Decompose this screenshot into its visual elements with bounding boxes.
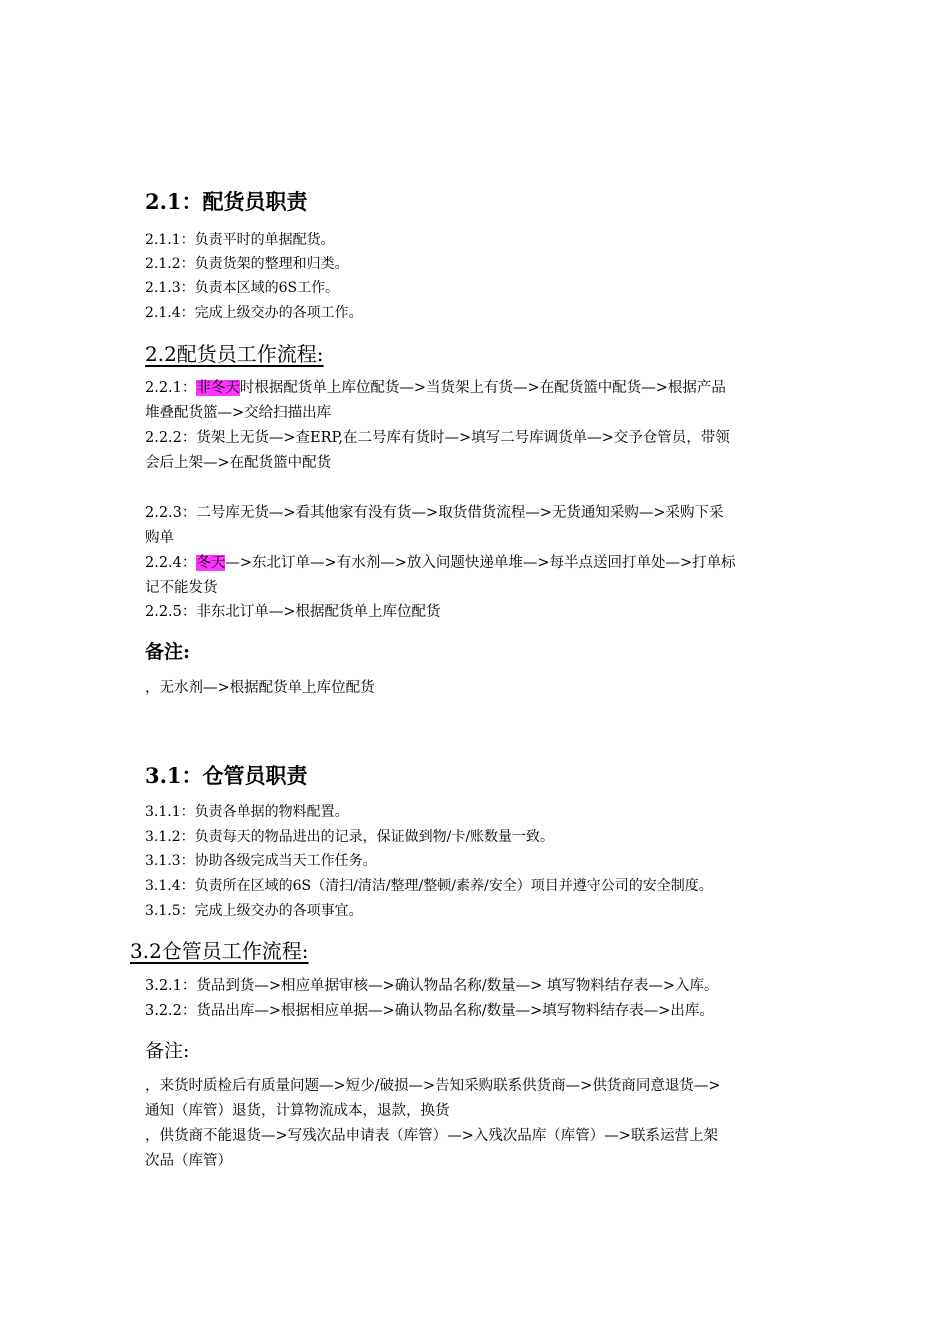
note-3-line4: 次品（库管） bbox=[145, 1153, 232, 1169]
flow-2-2-1-line1 bbox=[145, 376, 726, 397]
flow-2-2-4-prefix: 2.2.4： bbox=[145, 555, 197, 571]
note-title-section-3: 备注: bbox=[145, 1040, 190, 1062]
duty-3-1-5: 3.1.5：完成上级交办的各项事宜。 bbox=[145, 903, 363, 919]
note-3-line3: ，供货商不能退货—>写残次品申请表（库管）—>入残次品库（库管）—>联系运营上架 bbox=[145, 1128, 718, 1144]
flow-2-2-5-line1: 2.2.5：非东北订单—>根据配货单上库位配货 bbox=[145, 604, 441, 620]
duty-2-1-4: 2.1.4：完成上级交办的各项工作。 bbox=[145, 305, 363, 321]
note-title-section-2: 备注: bbox=[145, 641, 191, 663]
duty-2-1-1: 2.1.1：负责平时的单据配货。 bbox=[145, 232, 335, 248]
flow-2-2-2-line1: 2.2.2：货架上无货—>查ERP,在二号库有货时—>填写二号库调货单—>交予仓管员，带领 bbox=[145, 430, 730, 446]
highlight-winter: 冬天 bbox=[196, 555, 226, 571]
duty-3-1-4: 3.1.4：负责所在区域的6S（清扫/清洁/整理/整顿/素养/安全）项目并遵守公司的安全制度。 bbox=[145, 878, 713, 894]
section-2-2-title: 2.2配货员工作流程: bbox=[145, 342, 324, 366]
section-3-2-title: 3.2仓管员工作流程: bbox=[130, 939, 309, 963]
flow-2-2-2-line2: 会后上架—>在配货篮中配货 bbox=[145, 455, 332, 471]
duty-2-1-2: 2.1.2：负责货架的整理和归类。 bbox=[145, 256, 349, 272]
duty-3-1-1: 3.1.1：负责各单据的物料配置。 bbox=[145, 804, 349, 820]
flow-2-2-4-line1 bbox=[145, 551, 736, 572]
flow-2-2-3-line1: 2.2.3：二号库无货—>看其他家有没有货—>取货借货流程—>无货通知采购—>采购下采 bbox=[145, 505, 724, 521]
flow-3-2-2: 3.2.2：货品出库—>根据相应单据—>确认物品名称/数量—>填写物料结存表—>出库。 bbox=[145, 1003, 714, 1019]
duty-3-1-3: 3.1.3：协助各级完成当天工作任务。 bbox=[145, 853, 377, 869]
flow-2-2-4-line2: 记不能发货 bbox=[145, 580, 218, 596]
flow-2-2-1-text: 时根据配货单上库位配货—>当货架上有货—>在配货篮中配货—>根据产品 bbox=[239, 380, 726, 396]
note-text-section-2: ，无水剂—>根据配货单上库位配货 bbox=[145, 680, 375, 696]
flow-2-2-3-line2: 购单 bbox=[145, 530, 174, 546]
flow-2-2-4-text: —>东北订单—>有水剂—>放入问题快递单堆—>每半点送回打单处—>打单标 bbox=[225, 555, 736, 571]
flow-3-2-1: 3.2.1：货品到货—>相应单据审核—>确认物品名称/数量—> 填写物料结存表—>入库。 bbox=[145, 978, 719, 994]
flow-2-2-1-prefix: 2.2.1： bbox=[145, 380, 197, 396]
section-3-1-title: 3.1：仓管员职责 bbox=[145, 763, 308, 788]
note-3-line2: 通知（库管）退货，计算物流成本，退款，换货 bbox=[145, 1103, 450, 1119]
highlight-non-winter: 非冬天 bbox=[196, 380, 240, 396]
note-3-line1: ，来货时质检后有质量问题—>短少/破损—>告知采购联系供货商—>供货商同意退货—> bbox=[145, 1078, 721, 1094]
section-2-1-title: 2.1：配货员职责 bbox=[145, 189, 308, 214]
duty-3-1-2: 3.1.2：负责每天的物品进出的记录，保证做到物/卡/账数量一致。 bbox=[145, 829, 555, 845]
flow-2-2-1-line2: 堆叠配货篮—>交给扫描出库 bbox=[145, 405, 332, 421]
duty-2-1-3: 2.1.3：负责本区域的6S工作。 bbox=[145, 280, 340, 296]
